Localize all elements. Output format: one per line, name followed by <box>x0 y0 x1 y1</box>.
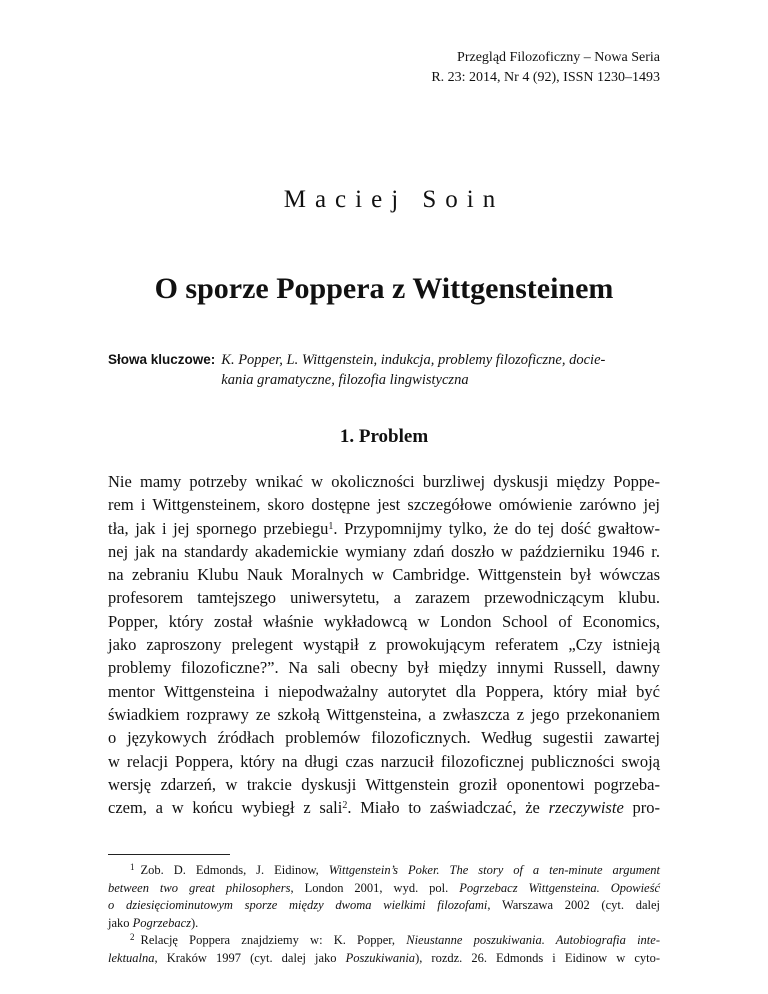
journal-name: Przegląd Filozoficzny – Nowa Seria <box>457 50 660 65</box>
body-line: problemy filozoficzne?”. Na sali obecny był między innymi Russell, dawny <box>108 658 660 678</box>
body-line: Nie mamy potrzeby wnikać w okoliczności burzliwej dyskusji między Poppe- <box>108 472 660 491</box>
body-line: w relacji Poppera, który na długi czas narzucił filozoficznej publiczności swoją <box>108 751 660 771</box>
body-line: czem, a w końcu wybiegł z sali$^2$. Miało to zaświadczać, że rzeczywiste pro- <box>108 798 660 818</box>
body-line: mentor Wittgensteina i niepodważalny autorytet dla Poppera, który miał być <box>108 681 660 701</box>
body-line: na zebraniu Klubu Nauk Moralnych w Cambridge. Wittgenstein był wówczas <box>108 565 660 585</box>
body-line: świadkiem rozprawy ze szkołą Wittgensteina, a zwłaszcza z jego przekonaniem <box>108 704 660 724</box>
footnote-divider <box>108 854 230 855</box>
body-line: o językowych źródłach problemów filozoficznych. Według sugestii zawartej <box>108 728 660 748</box>
footnote-mark: 1 <box>130 862 135 872</box>
body-line: Popper, który został właśnie wykładowcą w London School of Economics, <box>108 611 660 631</box>
body-line: profesorem tamtejszego uniwersytetu, a zarazem przewodniczącym klubu. <box>108 588 660 608</box>
footnote-ref: 1 <box>328 520 334 532</box>
journal-header <box>431 48 660 88</box>
keywords-text: K. Popper, L. Wittgenstein, indukcja, problemy filozoficzne, docie- kania gramatyczne, filozofia lingwistyczna <box>221 352 606 388</box>
footnote-1: $^1$ Zob. D. Edmonds, J. Eidinow, Wittgenstein’s Poker. The story of a ten-minute argument between two great philosophers, London 2001, wyd. pol. Pogrzebacz Wittgensteina. Opowieść o dziesięciominutowym sporze między dwoma wielkimi filozofami, Warszawa 2002 (cyt. dalej jako Pogrzebacz). <box>108 862 661 930</box>
body-line: rem i Wittgensteinem, skoro dostępne jest szczegółowe omówienie zarówno jej <box>108 495 660 515</box>
journal-issue: R. 23: 2014, Nr 4 (92), ISSN 1230–1493 <box>431 70 660 85</box>
body-paragraph <box>108 470 660 819</box>
footnote-2: $^2$ Relację Poppera znajdziemy w: K. Popper, Nieustanne poszukiwania. Autobiografia inte- lektualna, Kraków 1997 (cyt. dalej jako Poszukiwania), rozdz. 26. Edmonds i Eidinow w cyto- <box>108 932 661 965</box>
footnotes <box>108 862 660 968</box>
body-line: jako zaproszony prelegent wystąpił z prowokującym referatem „Czy istnieją <box>108 635 660 655</box>
article-title: O sporze Poppera z Wittgensteinem <box>154 272 614 305</box>
section-heading: 1. Problem <box>339 426 429 447</box>
author-name: Maciej Soin <box>283 186 505 213</box>
keywords-label: Słowa kluczowe: <box>108 352 216 367</box>
body-line: wersję zdarzeń, w trakcie dyskusji Wittgenstein groził oponentowi pogrzeba- <box>108 774 660 794</box>
body-line: nej jak na standardy akademickie wymiany zdań doszło w październiku 1946 r. <box>108 541 660 561</box>
body-line: tła, jak i jej spornego przebiegu$^1$. Przypomnijmy tylko, że do tej dość gwałtow- <box>108 518 661 538</box>
footnote-ref: 2 <box>342 800 348 812</box>
keywords-block <box>108 350 660 390</box>
footnote-mark: 2 <box>130 932 135 943</box>
